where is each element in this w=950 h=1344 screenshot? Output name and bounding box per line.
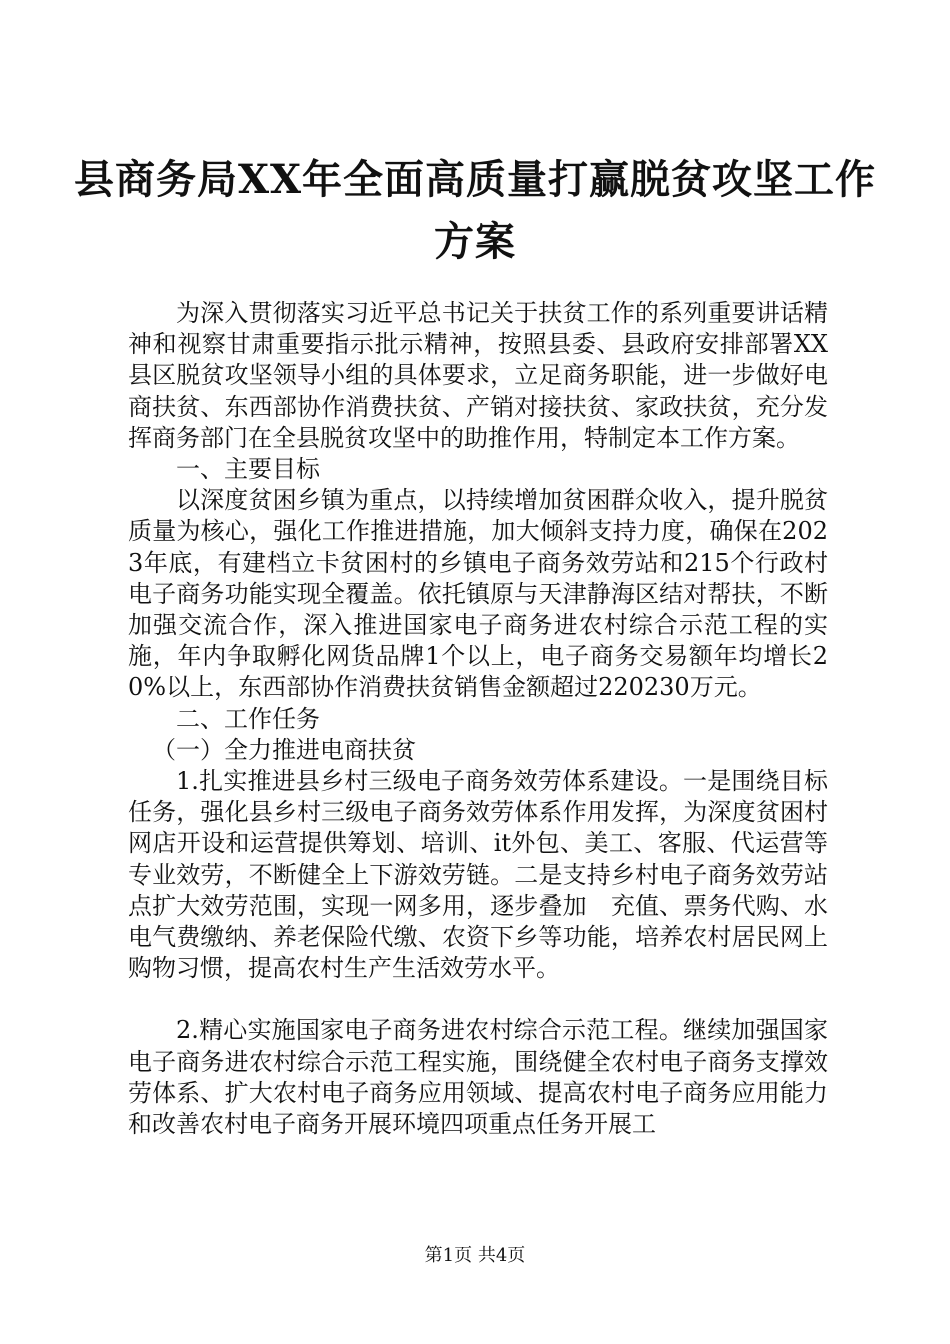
document-body — [128, 298, 828, 1140]
goals-paragraph: 以深度贫困乡镇为重点，以持续增加贫困群众收入，提升脱贫质量为核心，强化工作推进措施，加大倾斜支持力度，确保在2023年底，有建档立卡贫困村的乡镇电子商务效劳站和215个行政村电子商务功能实现全覆盖。依托镇原与天津静海区结对帮扶，不断加强交流合作，深入推进国家电子商务进农村综合示范工程的实施，年内争取孵化网货品牌1个以上，电子商务交易额年均增长20%以上，东西部协作消费扶贫销售金额超过220230万元。 — [128, 486, 828, 702]
intro-paragraph: 为深入贯彻落实习近平总书记关于扶贫工作的系列重要讲话精神和视察甘肃重要指示批示精神，按照县委、县政府安排部署XX县区脱贫攻坚领导小组的具体要求，立足商务职能，进一步做好电商扶贫、东西部协作消费扶贫、产销对接扶贫、家政扶贫，充分发挥商务部门在全县脱贫攻坚中的助推作用，特制定本工作方案。 — [128, 299, 828, 452]
subsection-heading-ecommerce: （一）全力推进电商扶贫 — [152, 735, 416, 764]
section-heading-main-goals: 一、主要目标 — [176, 455, 320, 484]
task-paragraph-1: 1.扎实推进县乡村三级电子商务效劳体系建设。一是围绕目标任务，强化县乡村三级电子商务效劳体系作用发挥，为深度贫困村网店开设和运营提供筹划、培训、it外包、美工、客服、代运营等专业效劳，不断健全上下游效劳链。二是支持乡村电子商务效劳站点扩大效劳范围，实现一网多用，逐步叠加 充值、票务代购、水电气费缴纳、养老保险代缴、农资下乡等功能，培养农村居民网上购物习惯，提高农村生产生活效劳水平。 — [128, 767, 828, 983]
document-title-line-2: 方案 — [434, 218, 516, 265]
section-heading-tasks: 二、工作任务 — [176, 704, 320, 733]
page-footer: 第1页 共4页 — [424, 1245, 526, 1266]
task-paragraph-2: 2.精心实施国家电子商务进农村综合示范工程。继续加强国家电子商务进农村综合示范工程实施，围绕健全农村电子商务支撑效劳体系、扩大农村电子商务应用领域、提高农村电子商务应用能力和改善农村电子商务开展环境四项重点任务开展工 — [128, 1016, 828, 1139]
document-title-line-1: 县商务局XX年全面高质量打赢脱贫攻坚工作 — [73, 156, 877, 203]
